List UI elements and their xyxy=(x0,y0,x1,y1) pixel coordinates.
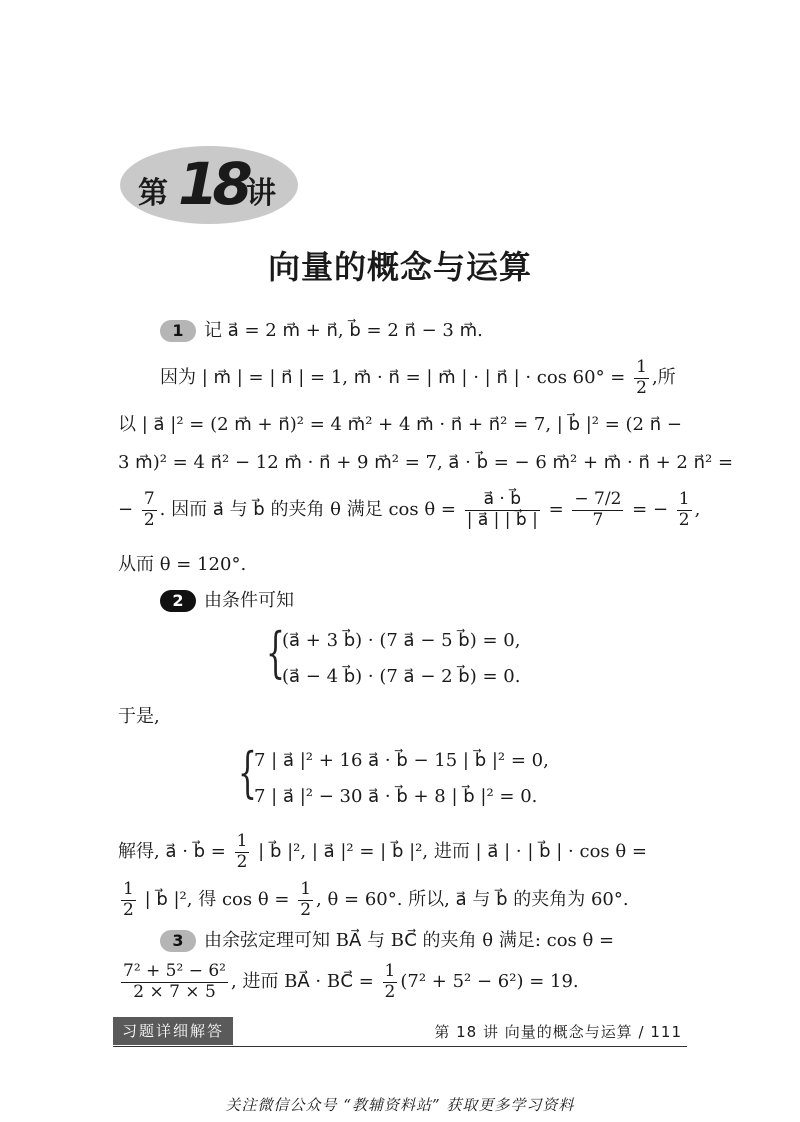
q3-line-2: $\frac{\text{7² + 5² − 6²}}{2 \times 7 \times 5}$ , 进而 BA⃗ · BC⃗ = $\frac{1}{2}$ (7² + 5² − 6²) = 19. xyxy=(123,961,579,1002)
page-title: 向量的概念与运算 xyxy=(267,248,532,286)
q3-line-1: 3 由余弦定理可知 BA⃗ 与 BC⃗ 的夹角 θ 满足: cos θ = xyxy=(160,930,614,952)
q1-line-4: 3 m⃗)² = 4 n⃗² − 12 m⃗ · n⃗ + 9 m⃗² = 7, a⃗ · b⃗ = − 6 m⃗² + m⃗ · n⃗ + 2 n⃗² = xyxy=(118,452,734,473)
q1-line-6: 从而 θ = 120°. xyxy=(118,554,247,575)
footer-divider xyxy=(113,1046,687,1047)
q1-line-3: 以 | a⃗ |² = (2 m⃗ + n⃗)² = 4 m⃗² + 4 m⃗ · n⃗ + n⃗² = 7, | b⃗ |² = (2 n⃗ − xyxy=(118,414,682,435)
q1-line-2: 因为 | m⃗ | = | n⃗ | = 1, m⃗ · n⃗ = | m⃗ | · | n⃗ | · cos 60° = $\frac{1}{2}$ ,所 xyxy=(160,357,676,398)
footer-section-tag: 习题详细解答 xyxy=(113,1017,233,1045)
chapter-number: 18 xyxy=(178,150,247,218)
fraction: $\frac{1}{2}$ xyxy=(636,357,647,398)
q2-system1-eq1: (a⃗ + 3 b⃗) · (7 a⃗ − 5 b⃗) = 0, xyxy=(282,630,521,651)
fraction: $\frac{1}{2}$ xyxy=(384,961,396,1002)
q2-solution-1: 解得, a⃗ · b⃗ = $\frac{1}{2}$ | b⃗ |², | a⃗ |² = | b⃗ |², 进而 | a⃗ | · | b⃗ | · cos θ = xyxy=(118,831,647,872)
left-brace: { xyxy=(238,741,257,804)
q2-solution-2: $\frac{1}{2}$ | b⃗ |², 得 cos θ = $\frac{1}{2}$ , θ = 60°. 所以, a⃗ 与 b⃗ 的夹角为 60°. xyxy=(123,879,629,920)
fraction: $\frac{1}{2}$ xyxy=(236,831,248,872)
q2-number-badge: 2 xyxy=(160,590,196,612)
fraction: $\frac{1}{2}$ xyxy=(300,879,312,920)
q1-line-5: − $\frac{7}{2}$ . 因而 a⃗ 与 b⃗ 的夹角 θ 满足 cos θ = $\frac{a⃗ \cdot b⃗}{| a⃗ | | b⃗ |}$ = $\frac{- 7/2}{7}$ = − $\frac{1}{2}$ , xyxy=(118,489,701,530)
fraction: $\frac{1}{2}$ xyxy=(123,879,134,920)
q2-system2-eq2: 7 | a⃗ |² − 30 a⃗ · b⃗ + 8 | b⃗ |² = 0. xyxy=(254,786,538,807)
fraction: $\frac{\text{7² + 5² − 6²}}{2 \times 7 \times 5}$ xyxy=(123,961,226,1002)
fraction: $\frac{a⃗ \cdot b⃗}{| a⃗ | | b⃗ |}$ xyxy=(466,489,538,530)
q2-system1-eq2: (a⃗ − 4 b⃗) · (7 a⃗ − 2 b⃗) = 0. xyxy=(282,666,521,687)
q2-yushi: 于是, xyxy=(118,706,160,727)
fraction: $\frac{- 7/2}{7}$ xyxy=(574,489,622,530)
q2-line-1: 2 由条件可知 xyxy=(160,590,294,612)
q1-line-1: 1 记 a⃗ = 2 m⃗ + n⃗, b⃗ = 2 n⃗ − 3 m⃗. xyxy=(160,320,483,342)
footer-page-label: 第 18 讲 向量的概念与运算 / 111 xyxy=(434,1023,682,1041)
fraction: $\frac{1}{2}$ xyxy=(678,489,690,530)
left-brace: { xyxy=(266,621,285,684)
q2-system2-eq1: 7 | a⃗ |² + 16 a⃗ · b⃗ − 15 | b⃗ |² = 0, xyxy=(254,750,549,771)
q3-number-badge: 3 xyxy=(160,930,196,952)
fraction: $\frac{7}{2}$ xyxy=(143,489,155,530)
chapter-prefix: 第 xyxy=(138,176,168,211)
q1-number-badge: 1 xyxy=(160,320,196,342)
bottom-watermark-note: 关注微信公众号 “教辅资料站” 获取更多学习资料 xyxy=(225,1096,575,1114)
chapter-suffix: 讲 xyxy=(246,176,276,211)
